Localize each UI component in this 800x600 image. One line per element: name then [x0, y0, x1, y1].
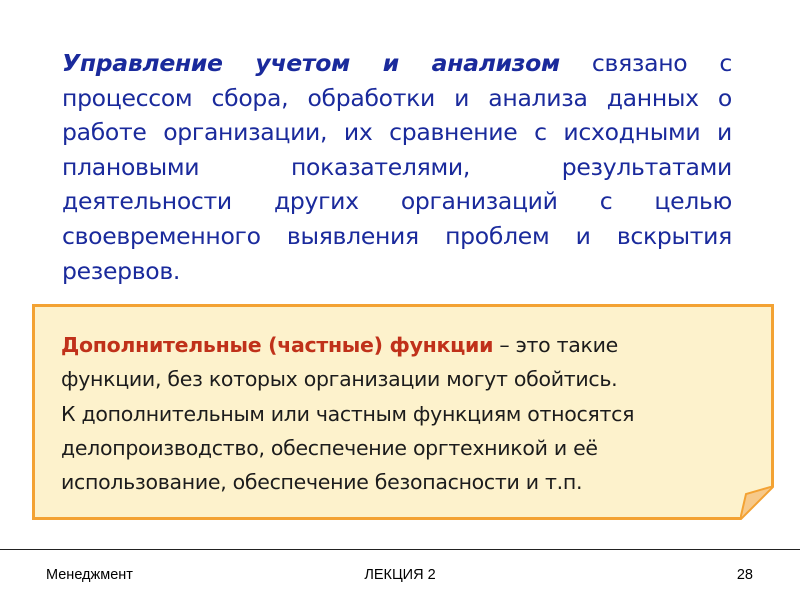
main-body-text: связано с процессом сбора, обработки и анализа данных о работе организации, их сравнение с исходными и плановыми показателями, результатами деятельности других организаций с целью своевременного выявления проблем и вскрытия резервов. [62, 49, 733, 285]
footer-course-name: Менеджмент [46, 567, 133, 583]
note-line-3: К дополнительным или частным функциям относятся [61, 401, 635, 426]
main-paragraph [62, 46, 732, 288]
note-line-5: использование, обеспечение безопасности и т.п. [61, 470, 583, 495]
note-line-4: делопроизводство, обеспечение оргтехникой и её [61, 435, 598, 460]
note-dash: – [493, 333, 516, 357]
note-term: Дополнительные (частные) функции [61, 333, 494, 357]
page-fold-icon [740, 486, 774, 520]
note-line-1-rest: это такие [515, 333, 618, 357]
footer-page-number: 28 [736, 567, 753, 583]
definition-note-box [32, 304, 774, 520]
footer-divider [0, 549, 800, 550]
note-line-2: функции, без которых организации могут обойтись. [61, 367, 618, 392]
footer-lecture-label: ЛЕКЦИЯ 2 [364, 567, 436, 583]
main-term: Управление учетом и анализом [62, 49, 560, 77]
note-text [61, 328, 751, 499]
